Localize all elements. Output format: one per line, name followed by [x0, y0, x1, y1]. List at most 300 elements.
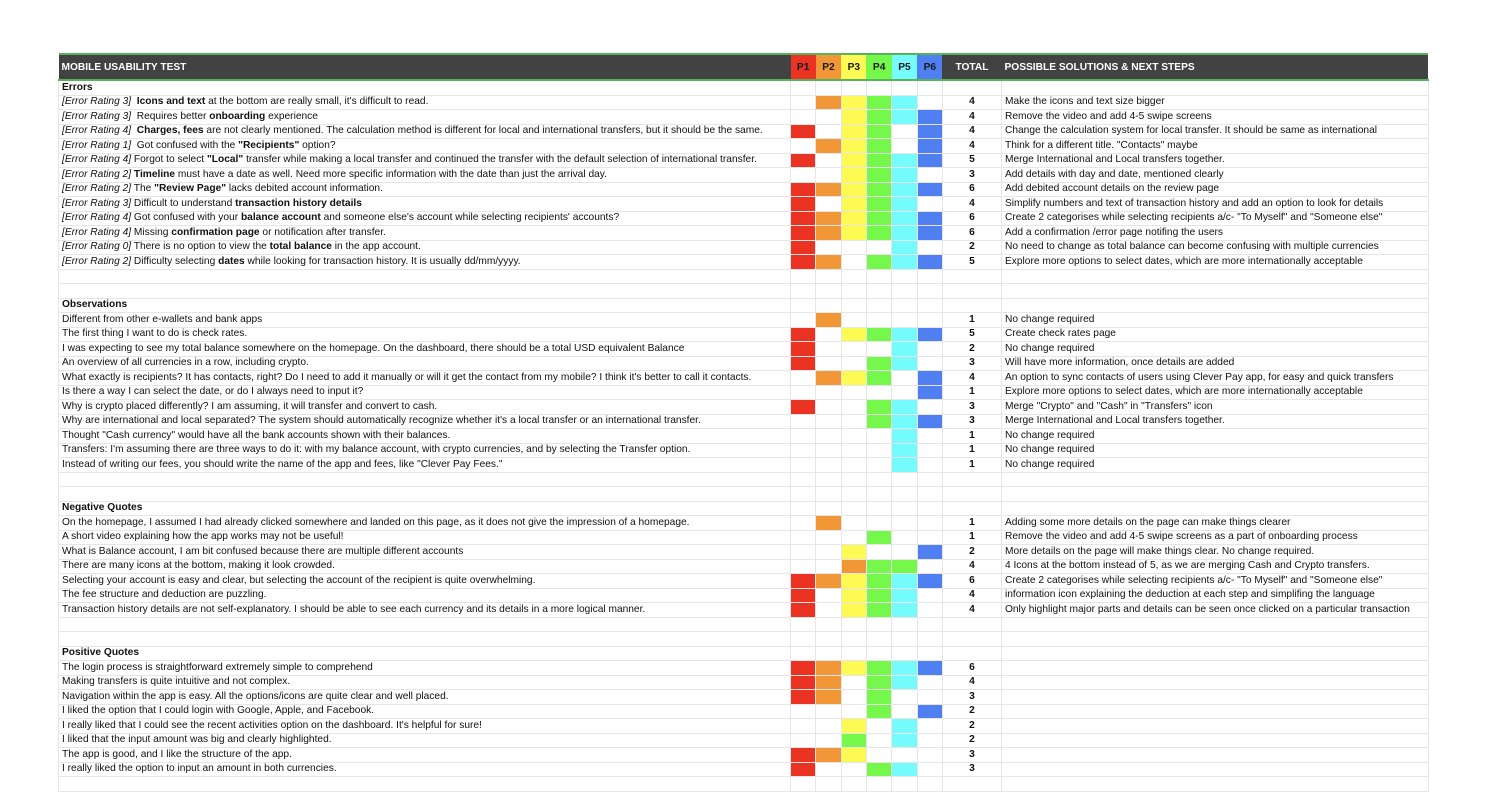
participant-cell[interactable] [816, 356, 841, 371]
participant-cell[interactable] [841, 168, 866, 183]
solution-cell[interactable]: Change the calculation system for local transfer. It should be same as international [1001, 124, 1428, 139]
observation-cell[interactable] [59, 168, 791, 183]
section-title[interactable]: Errors [59, 80, 791, 95]
observation-cell[interactable] [59, 385, 791, 400]
participant-cell[interactable] [791, 327, 816, 342]
empty-cell[interactable] [791, 269, 816, 284]
participant-cell[interactable] [917, 342, 942, 357]
participant-cell[interactable] [917, 603, 942, 618]
participant-cell[interactable] [892, 661, 917, 676]
observation-cell[interactable] [59, 748, 791, 763]
empty-cell[interactable] [942, 777, 1001, 792]
participant-cell[interactable] [816, 313, 841, 328]
participant-cell[interactable] [866, 733, 891, 748]
participant-cell[interactable] [917, 226, 942, 241]
participant-cell[interactable] [917, 588, 942, 603]
participant-cell[interactable] [841, 211, 866, 226]
participant-cell[interactable] [816, 661, 841, 676]
observation-cell[interactable] [59, 690, 791, 705]
empty-cell[interactable] [866, 617, 891, 632]
solution-cell[interactable]: No need to change as total balance can become confusing with multiple currencies [1001, 240, 1428, 255]
total-cell[interactable]: 1 [942, 458, 1001, 473]
participant-cell[interactable] [841, 226, 866, 241]
section-title[interactable]: Observations [59, 298, 791, 313]
empty-cell[interactable] [892, 298, 917, 313]
participant-cell[interactable] [866, 211, 891, 226]
solution-cell[interactable]: Simplify numbers and text of transaction history and add an option to look for details [1001, 197, 1428, 212]
participant-cell[interactable] [791, 458, 816, 473]
solution-cell[interactable]: Add details with day and date, mentioned clearly [1001, 168, 1428, 183]
participant-cell[interactable] [866, 139, 891, 154]
total-cell[interactable]: 4 [942, 603, 1001, 618]
participant-cell[interactable] [816, 762, 841, 777]
empty-cell[interactable] [791, 632, 816, 647]
empty-cell[interactable] [917, 298, 942, 313]
empty-cell[interactable] [917, 80, 942, 95]
total-cell[interactable]: 4 [942, 95, 1001, 110]
participant-cell[interactable] [917, 327, 942, 342]
participant-cell[interactable] [892, 211, 917, 226]
empty-cell[interactable] [942, 487, 1001, 502]
total-cell[interactable]: 3 [942, 414, 1001, 429]
participant-cell[interactable] [917, 719, 942, 734]
participant-cell[interactable] [892, 110, 917, 125]
observation-cell[interactable] [59, 182, 791, 197]
solution-cell[interactable]: No change required [1001, 342, 1428, 357]
participant-cell[interactable] [816, 139, 841, 154]
participant-cell[interactable] [791, 661, 816, 676]
participant-cell[interactable] [816, 559, 841, 574]
empty-cell[interactable] [892, 80, 917, 95]
empty-cell[interactable] [791, 501, 816, 516]
participant-cell[interactable] [841, 675, 866, 690]
participant-cell[interactable] [917, 153, 942, 168]
participant-cell[interactable] [917, 313, 942, 328]
participant-cell[interactable] [892, 545, 917, 560]
participant-cell[interactable] [866, 545, 891, 560]
participant-cell[interactable] [917, 197, 942, 212]
solution-cell[interactable]: No change required [1001, 429, 1428, 444]
participant-cell[interactable] [841, 255, 866, 270]
participant-cell[interactable] [866, 603, 891, 618]
participant-cell[interactable] [791, 211, 816, 226]
participant-cell[interactable] [917, 168, 942, 183]
empty-cell[interactable] [59, 269, 791, 284]
participant-cell[interactable] [791, 559, 816, 574]
solution-cell[interactable] [1001, 733, 1428, 748]
empty-cell[interactable] [841, 487, 866, 502]
participant-cell[interactable] [892, 530, 917, 545]
observation-cell[interactable] [59, 559, 791, 574]
section-title[interactable]: Positive Quotes [59, 646, 791, 661]
participant-cell[interactable] [816, 675, 841, 690]
participant-cell[interactable] [917, 414, 942, 429]
participant-cell[interactable] [892, 733, 917, 748]
observation-cell[interactable] [59, 530, 791, 545]
empty-cell[interactable] [917, 617, 942, 632]
empty-cell[interactable] [816, 777, 841, 792]
empty-cell[interactable] [816, 269, 841, 284]
observation-cell[interactable] [59, 733, 791, 748]
solution-cell[interactable] [1001, 748, 1428, 763]
participant-cell[interactable] [841, 153, 866, 168]
participant-cell[interactable] [917, 748, 942, 763]
observation-cell[interactable] [59, 719, 791, 734]
participant-cell[interactable] [866, 429, 891, 444]
empty-cell[interactable] [1001, 632, 1428, 647]
solution-cell[interactable]: No change required [1001, 458, 1428, 473]
empty-cell[interactable] [791, 777, 816, 792]
empty-cell[interactable] [59, 777, 791, 792]
participant-cell[interactable] [866, 153, 891, 168]
solution-cell[interactable]: Create 2 categorises while selecting recipients a/c- "To Myself" and "Someone else" [1001, 211, 1428, 226]
empty-cell[interactable] [816, 617, 841, 632]
participant-cell[interactable] [816, 327, 841, 342]
participant-cell[interactable] [841, 110, 866, 125]
solution-cell[interactable]: Create 2 categorises while selecting recipients a/c- "To Myself" and "Someone else" [1001, 574, 1428, 589]
participant-cell[interactable] [892, 429, 917, 444]
participant-cell[interactable] [892, 255, 917, 270]
participant-cell[interactable] [816, 429, 841, 444]
participant-cell[interactable] [917, 661, 942, 676]
participant-cell[interactable] [917, 574, 942, 589]
participant-cell[interactable] [892, 342, 917, 357]
empty-cell[interactable] [791, 487, 816, 502]
participant-cell[interactable] [791, 516, 816, 531]
observation-cell[interactable] [59, 458, 791, 473]
total-cell[interactable]: 1 [942, 313, 1001, 328]
participant-cell[interactable] [841, 690, 866, 705]
participant-cell[interactable] [917, 182, 942, 197]
participant-cell[interactable] [841, 458, 866, 473]
participant-cell[interactable] [791, 675, 816, 690]
empty-cell[interactable] [841, 269, 866, 284]
participant-cell[interactable] [917, 516, 942, 531]
participant-cell[interactable] [892, 603, 917, 618]
participant-cell[interactable] [841, 545, 866, 560]
total-cell[interactable]: 4 [942, 110, 1001, 125]
participant-cell[interactable] [917, 443, 942, 458]
empty-cell[interactable] [816, 80, 841, 95]
participant-cell[interactable] [816, 530, 841, 545]
empty-cell[interactable] [866, 632, 891, 647]
solution-cell[interactable]: More details on the page will make things clear. No change required. [1001, 545, 1428, 560]
participant-cell[interactable] [866, 675, 891, 690]
participant-cell[interactable] [892, 559, 917, 574]
empty-cell[interactable] [59, 284, 791, 299]
total-cell[interactable]: 5 [942, 255, 1001, 270]
participant-cell[interactable] [917, 733, 942, 748]
total-cell[interactable]: 4 [942, 588, 1001, 603]
empty-cell[interactable] [866, 269, 891, 284]
participant-cell[interactable] [841, 762, 866, 777]
participant-cell[interactable] [917, 400, 942, 415]
participant-cell[interactable] [816, 168, 841, 183]
empty-cell[interactable] [917, 487, 942, 502]
empty-cell[interactable] [892, 284, 917, 299]
observation-cell[interactable] [59, 313, 791, 328]
empty-cell[interactable] [841, 298, 866, 313]
participant-cell[interactable] [816, 153, 841, 168]
participant-cell[interactable] [816, 240, 841, 255]
empty-cell[interactable] [942, 269, 1001, 284]
empty-cell[interactable] [791, 472, 816, 487]
participant-cell[interactable] [917, 458, 942, 473]
participant-cell[interactable] [917, 530, 942, 545]
participant-cell[interactable] [866, 226, 891, 241]
observation-cell[interactable] [59, 124, 791, 139]
participant-cell[interactable] [866, 574, 891, 589]
total-cell[interactable]: 4 [942, 559, 1001, 574]
empty-cell[interactable] [866, 646, 891, 661]
participant-cell[interactable] [866, 313, 891, 328]
participant-cell[interactable] [791, 356, 816, 371]
empty-cell[interactable] [1001, 472, 1428, 487]
participant-cell[interactable] [892, 168, 917, 183]
participant-cell[interactable] [917, 139, 942, 154]
participant-cell[interactable] [816, 342, 841, 357]
participant-cell[interactable] [866, 414, 891, 429]
empty-cell[interactable] [1001, 777, 1428, 792]
participant-cell[interactable] [841, 603, 866, 618]
participant-cell[interactable] [816, 110, 841, 125]
participant-cell[interactable] [866, 704, 891, 719]
empty-cell[interactable] [866, 487, 891, 502]
total-cell[interactable]: 2 [942, 704, 1001, 719]
participant-cell[interactable] [892, 443, 917, 458]
participant-cell[interactable] [791, 197, 816, 212]
participant-header[interactable]: P2 [816, 54, 841, 80]
participant-cell[interactable] [841, 588, 866, 603]
participant-cell[interactable] [892, 690, 917, 705]
empty-cell[interactable] [917, 284, 942, 299]
participant-cell[interactable] [866, 182, 891, 197]
empty-cell[interactable] [917, 646, 942, 661]
empty-cell[interactable] [917, 632, 942, 647]
participant-cell[interactable] [866, 356, 891, 371]
observation-cell[interactable] [59, 110, 791, 125]
total-cell[interactable]: 6 [942, 661, 1001, 676]
observation-cell[interactable] [59, 356, 791, 371]
empty-cell[interactable] [942, 472, 1001, 487]
participant-cell[interactable] [791, 255, 816, 270]
empty-cell[interactable] [816, 298, 841, 313]
participant-cell[interactable] [791, 733, 816, 748]
total-cell[interactable]: 3 [942, 762, 1001, 777]
participant-cell[interactable] [816, 95, 841, 110]
empty-cell[interactable] [1001, 284, 1428, 299]
participant-cell[interactable] [866, 661, 891, 676]
empty-cell[interactable] [59, 617, 791, 632]
empty-cell[interactable] [816, 284, 841, 299]
participant-cell[interactable] [917, 110, 942, 125]
total-cell[interactable]: 6 [942, 226, 1001, 241]
empty-cell[interactable] [866, 777, 891, 792]
participant-cell[interactable] [892, 385, 917, 400]
participant-cell[interactable] [866, 443, 891, 458]
solution-cell[interactable]: No change required [1001, 313, 1428, 328]
solutions-header[interactable]: POSSIBLE SOLUTIONS & NEXT STEPS [1001, 54, 1428, 80]
solution-cell[interactable] [1001, 661, 1428, 676]
participant-cell[interactable] [791, 414, 816, 429]
participant-cell[interactable] [892, 313, 917, 328]
empty-cell[interactable] [892, 617, 917, 632]
observation-cell[interactable] [59, 545, 791, 560]
empty-cell[interactable] [866, 501, 891, 516]
observation-cell[interactable] [59, 675, 791, 690]
solution-cell[interactable]: Will have more information, once details are added [1001, 356, 1428, 371]
participant-cell[interactable] [866, 327, 891, 342]
empty-cell[interactable] [892, 269, 917, 284]
participant-header[interactable]: P4 [866, 54, 891, 80]
solution-cell[interactable]: Merge International and Local transfers together. [1001, 153, 1428, 168]
participant-cell[interactable] [816, 516, 841, 531]
participant-cell[interactable] [892, 153, 917, 168]
total-cell[interactable]: 1 [942, 516, 1001, 531]
participant-cell[interactable] [892, 719, 917, 734]
participant-header[interactable]: P6 [917, 54, 942, 80]
participant-cell[interactable] [892, 327, 917, 342]
participant-cell[interactable] [917, 385, 942, 400]
total-cell[interactable]: 2 [942, 719, 1001, 734]
observation-cell[interactable] [59, 516, 791, 531]
participant-cell[interactable] [866, 342, 891, 357]
solution-cell[interactable]: Explore more options to select dates, which are more internationally acceptable [1001, 385, 1428, 400]
participant-cell[interactable] [917, 690, 942, 705]
participant-cell[interactable] [917, 124, 942, 139]
solution-cell[interactable]: 4 Icons at the bottom instead of 5, as we are merging Cash and Crypto transfers. [1001, 559, 1428, 574]
empty-cell[interactable] [59, 487, 791, 502]
participant-cell[interactable] [791, 690, 816, 705]
participant-cell[interactable] [917, 211, 942, 226]
participant-cell[interactable] [892, 414, 917, 429]
participant-header[interactable]: P1 [791, 54, 816, 80]
total-cell[interactable]: 5 [942, 153, 1001, 168]
participant-cell[interactable] [866, 400, 891, 415]
participant-cell[interactable] [791, 240, 816, 255]
solution-cell[interactable]: Remove the video and add 4-5 swipe screens [1001, 110, 1428, 125]
participant-cell[interactable] [791, 342, 816, 357]
observation-cell[interactable] [59, 197, 791, 212]
total-cell[interactable]: 2 [942, 545, 1001, 560]
total-cell[interactable]: 4 [942, 675, 1001, 690]
observation-cell[interactable] [59, 414, 791, 429]
total-cell[interactable]: 5 [942, 327, 1001, 342]
observation-cell[interactable] [59, 429, 791, 444]
participant-cell[interactable] [791, 748, 816, 763]
empty-cell[interactable] [816, 472, 841, 487]
participant-cell[interactable] [791, 95, 816, 110]
solution-cell[interactable]: Merge International and Local transfers together. [1001, 414, 1428, 429]
total-cell[interactable]: 3 [942, 168, 1001, 183]
participant-cell[interactable] [841, 371, 866, 386]
participant-cell[interactable] [816, 458, 841, 473]
participant-cell[interactable] [866, 240, 891, 255]
observation-cell[interactable] [59, 139, 791, 154]
total-cell[interactable]: 1 [942, 429, 1001, 444]
participant-cell[interactable] [841, 719, 866, 734]
participant-cell[interactable] [816, 385, 841, 400]
empty-cell[interactable] [866, 80, 891, 95]
participant-cell[interactable] [892, 458, 917, 473]
empty-cell[interactable] [816, 646, 841, 661]
participant-cell[interactable] [841, 574, 866, 589]
participant-cell[interactable] [841, 197, 866, 212]
solution-cell[interactable]: Remove the video and add 4-5 swipe screens as a part of onboarding process [1001, 530, 1428, 545]
empty-cell[interactable] [917, 777, 942, 792]
participant-header[interactable]: P5 [892, 54, 917, 80]
participant-cell[interactable] [816, 574, 841, 589]
participant-cell[interactable] [892, 139, 917, 154]
participant-cell[interactable] [816, 733, 841, 748]
solution-cell[interactable]: Adding some more details on the page can make things clearer [1001, 516, 1428, 531]
empty-cell[interactable] [866, 284, 891, 299]
empty-cell[interactable] [841, 501, 866, 516]
participant-cell[interactable] [917, 429, 942, 444]
participant-cell[interactable] [866, 588, 891, 603]
empty-cell[interactable] [942, 80, 1001, 95]
participant-cell[interactable] [791, 124, 816, 139]
participant-cell[interactable] [866, 516, 891, 531]
participant-cell[interactable] [866, 95, 891, 110]
participant-cell[interactable] [841, 661, 866, 676]
observation-cell[interactable] [59, 588, 791, 603]
participant-cell[interactable] [841, 429, 866, 444]
empty-cell[interactable] [892, 487, 917, 502]
participant-cell[interactable] [816, 704, 841, 719]
participant-cell[interactable] [917, 762, 942, 777]
total-cell[interactable]: 4 [942, 197, 1001, 212]
empty-cell[interactable] [816, 632, 841, 647]
observation-cell[interactable] [59, 327, 791, 342]
total-cell[interactable]: 1 [942, 385, 1001, 400]
participant-cell[interactable] [917, 356, 942, 371]
empty-cell[interactable] [841, 80, 866, 95]
empty-cell[interactable] [892, 472, 917, 487]
empty-cell[interactable] [816, 487, 841, 502]
observation-cell[interactable] [59, 211, 791, 226]
participant-cell[interactable] [816, 124, 841, 139]
total-cell[interactable]: 3 [942, 356, 1001, 371]
empty-cell[interactable] [1001, 80, 1428, 95]
total-cell[interactable]: 6 [942, 574, 1001, 589]
observation-cell[interactable] [59, 342, 791, 357]
participant-cell[interactable] [791, 400, 816, 415]
total-header[interactable]: TOTAL [942, 54, 1001, 80]
empty-cell[interactable] [1001, 487, 1428, 502]
total-cell[interactable]: 2 [942, 240, 1001, 255]
solution-cell[interactable]: Only highlight major parts and details can be seen once clicked on a particular transaction [1001, 603, 1428, 618]
empty-cell[interactable] [1001, 617, 1428, 632]
participant-cell[interactable] [917, 240, 942, 255]
solution-cell[interactable]: Make the icons and text size bigger [1001, 95, 1428, 110]
solution-cell[interactable]: information icon explaining the deduction at each step and simplifing the language [1001, 588, 1428, 603]
solution-cell[interactable] [1001, 762, 1428, 777]
solution-cell[interactable] [1001, 690, 1428, 705]
participant-cell[interactable] [841, 342, 866, 357]
participant-cell[interactable] [866, 748, 891, 763]
participant-cell[interactable] [917, 675, 942, 690]
participant-cell[interactable] [791, 139, 816, 154]
participant-cell[interactable] [892, 124, 917, 139]
participant-cell[interactable] [866, 559, 891, 574]
participant-cell[interactable] [892, 675, 917, 690]
participant-cell[interactable] [791, 574, 816, 589]
participant-cell[interactable] [816, 443, 841, 458]
participant-cell[interactable] [841, 530, 866, 545]
total-cell[interactable]: 6 [942, 182, 1001, 197]
participant-cell[interactable] [892, 704, 917, 719]
